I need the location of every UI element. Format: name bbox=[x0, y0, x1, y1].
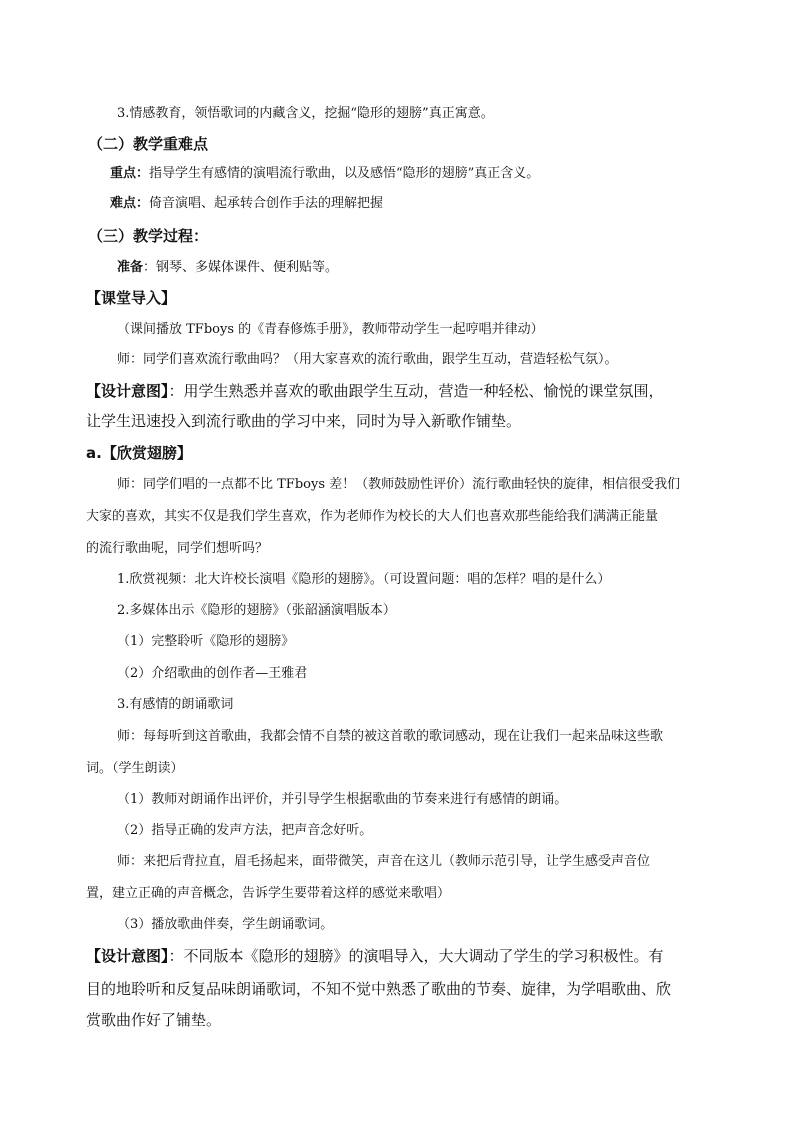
goal-3-paragraph: 3.情感教育，领悟歌词的内藏含义，挖掘“隐形的翅膀”真正寓意。 bbox=[117, 106, 494, 121]
step-3-sub-1: （1）教师对朗诵作出评价，并引导学生根据歌曲的节奏来进行有感情的朗诵。 bbox=[117, 792, 568, 807]
step-3: 3.有感情的朗诵歌词 bbox=[117, 697, 234, 712]
appreciate-paragraph-line-2: 大家的喜欢，其实不仅是我们学生喜欢，作为老师作为校长的大人们也喜欢那些能给我们满满正能量 bbox=[86, 509, 659, 524]
design-intent-1-line-1 bbox=[86, 381, 664, 401]
step-3-sub-2: （2）指导正确的发声方法，把声音念好听。 bbox=[117, 823, 373, 838]
step-3-paragraph-line-1: 师：每每听到这首歌曲，我都会情不自禁的被这首歌的歌词感动，现在让我们一起来品味这些歌 bbox=[117, 729, 664, 744]
design-intent-2-line-2: 目的地聆听和反复品味朗诵歌词，不知不觉中熟悉了歌曲的节奏、旋律，为学唱歌曲、欣 bbox=[86, 980, 672, 998]
design-intent-1-label: 【设计意图】 bbox=[86, 382, 169, 400]
design-intent-2-line-1 bbox=[86, 946, 664, 966]
difficulty-label: 难点： bbox=[110, 196, 150, 211]
step-2-sub-1: （1）完整聆听《隐形的翅膀》 bbox=[117, 634, 295, 649]
key-point-text: 指导学生有感情的演唱流行歌曲，以及感悟“隐形的翅膀”真正含义。 bbox=[149, 166, 540, 181]
design-intent-2-label: 【设计意图】 bbox=[86, 947, 169, 965]
appreciate-paragraph-line-3: 的流行歌曲呢，同学们想听吗？ bbox=[86, 541, 269, 556]
difficulty-paragraph bbox=[110, 194, 383, 214]
section-heading-key-points: （二）教学重难点 bbox=[88, 135, 209, 153]
section-heading-process: （三）教学过程： bbox=[88, 227, 209, 245]
step-3-paragraph-line-4: 置，建立正确的声音概念，告诉学生要带着这样的感觉来歌唱） bbox=[86, 886, 451, 901]
key-point-label: 重点： bbox=[110, 166, 150, 181]
design-intent-2-text: ：不同版本《隐形的翅膀》的演唱导入，大大调动了学生的学习积极性。有 bbox=[168, 947, 664, 965]
appreciate-paragraph-line-1: 师：同学们唱的一点都不比 TFboys 差！（教师鼓励性评价）流行歌曲轻快的旋律，相信很受我们 bbox=[117, 477, 681, 492]
key-point-paragraph bbox=[110, 164, 539, 184]
step-3-paragraph-line-2: 词。（学生朗读） bbox=[86, 761, 184, 776]
preparation-text: ：钢琴、多媒体课件、便利贴等。 bbox=[143, 260, 339, 275]
step-3-paragraph-line-3: 师：来把后背拉直，眉毛扬起来，面带微笑，声音在这儿（教师示范引导，让学生感受声音位 bbox=[117, 854, 651, 869]
intro-paragraph-1: （课间播放 TFboys 的《青春修炼手册》，教师带动学生一起哼唱并律动） bbox=[117, 322, 544, 337]
design-intent-2-line-3: 赏歌曲作好了铺垫。 bbox=[86, 1011, 222, 1029]
step-1: 1.欣赏视频：北大许校长演唱《隐形的翅膀》。（可设置问题：唱的怎样？唱的是什么） bbox=[117, 572, 611, 587]
preparation-paragraph bbox=[117, 258, 338, 278]
intro-paragraph-2: 师：同学们喜欢流行歌曲吗？（用大家喜欢的流行歌曲，跟学生互动，营造轻松气氛）。 bbox=[117, 352, 618, 367]
difficulty-text: 倚音演唱、起承转合创作手法的理解把握 bbox=[149, 196, 384, 211]
step-2-sub-2: （2）介绍歌曲的创作者—王雅君 bbox=[117, 666, 308, 681]
step-2: 2.多媒体出示《隐形的翅膀》（张韶涵演唱版本） bbox=[117, 603, 396, 618]
preparation-label: 准备 bbox=[117, 260, 144, 275]
heading-appreciate-wings: a.【欣赏翅膀】 bbox=[86, 444, 192, 462]
step-3-sub-3: （3）播放歌曲伴奏，学生朗诵歌词。 bbox=[117, 917, 334, 932]
design-intent-1-line-2: 让学生迅速投入到流行歌曲的学习中来，同时为导入新歌作铺垫。 bbox=[86, 412, 522, 430]
design-intent-1-text: ：用学生熟悉并喜欢的歌曲跟学生互动，营造一种轻松、愉悦的课堂氛围， bbox=[168, 382, 664, 400]
heading-class-intro: 【课堂导入】 bbox=[86, 289, 177, 307]
